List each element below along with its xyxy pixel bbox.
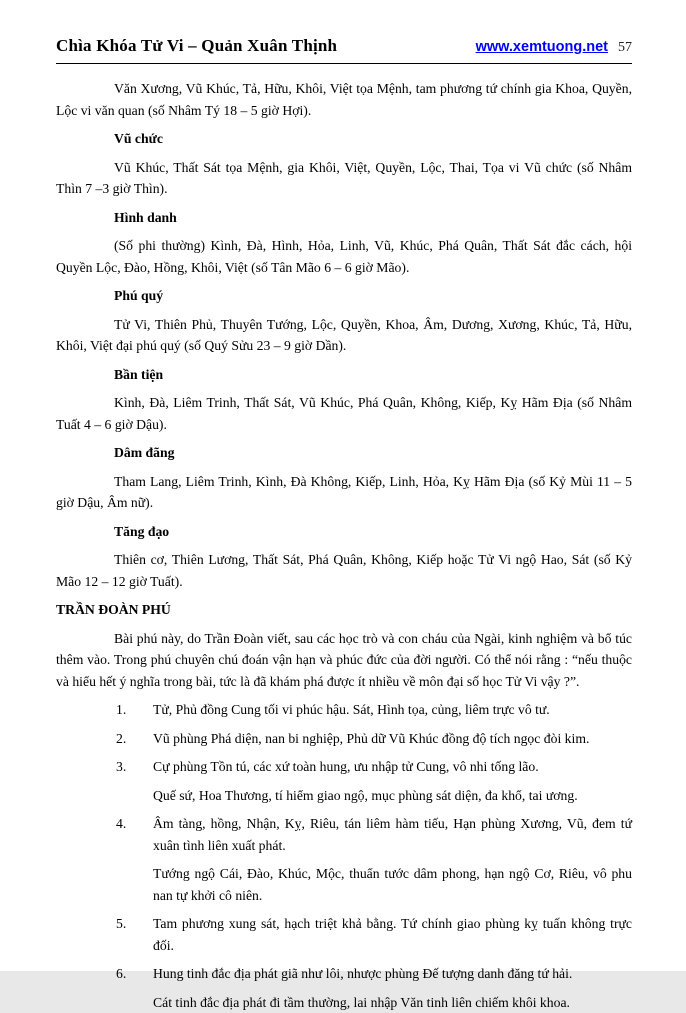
section-paragraph: Tử Vi, Thiên Phủ, Thuyên Tướng, Lộc, Quyền, Khoa, Âm, Dương, Xương, Khúc, Tả, Hữu, Khôi, Việt đại phú quý (số Quý Sửu 23 – 9 giờ Dần). [56,314,632,357]
tran-doan-phu-intro: Bài phú này, do Trần Đoàn viết, sau các học trò và con cháu của Ngài, kinh nghiệm và bổ túc thêm vào. Trong phú chuyên chú đoán vận hạn và phúc đức của đời người. Có thể nói rằng : “nếu thuộc và hiểu hết ý nghĩa trong bài, tức là đã khám phá được ít nhiều về môn đại số học Tử Vi vậy ?”. [56,628,632,693]
list-item-text: Tam phương xung sát, hạch triệt khả bằng. Tứ chính giao phùng kỵ tuấn không trực đối. [153,913,632,956]
list-item-text: Âm tàng, hồng, Nhận, Kỵ, Riêu, tán liêm hàm tiếu, Hạn phùng Xương, Vũ, đem tứ xuân tình liên xuất phát. [153,813,632,856]
list-item-number: 5. [116,913,153,956]
list-item-number: 2. [116,728,153,750]
page-number: 57 [618,40,632,56]
list-item-extra: Tướng ngộ Cái, Đào, Khúc, Mộc, thuẩn tước dâm phong, hạn ngộ Cơ, Riêu, vô phu nan tự khởi cô niên. [153,863,632,906]
list-item-number: 1. [116,699,153,721]
list-item-5 [56,913,632,956]
list-item-2 [56,728,632,750]
section-paragraph: Vũ Khúc, Thất Sát tọa Mệnh, gia Khôi, Việt, Quyền, Lộc, Thai, Tọa vi Vũ chức (số Nhâm Thìn 7 –3 giờ Thìn). [56,157,632,200]
list-item-text: Cự phùng Tồn tú, các xứ toàn hung, ưu nhập tử Cung, vô nhi tống lão. [153,756,632,778]
list-item-1 [56,699,632,721]
list-item-extra: Cát tinh đắc địa phát đi tầm thường, lai nhập Văn tinh liên chiếm khôi khoa. [153,992,632,1013]
header-divider [56,63,632,64]
list-item-6 [56,963,632,985]
section-paragraph: (Số phi thường) Kình, Đà, Hình, Hỏa, Linh, Vũ, Khúc, Phá Quân, Thất Sát đắc cách, hội Quyền Lộc, Đào, Hồng, Khôi, Việt (số Tân Mão 6 – 6 giờ Mão). [56,235,632,278]
section-heading-phu-quy: Phú quý [56,285,632,307]
list-item-number: 6. [116,963,153,985]
page-header [56,36,632,56]
list-item-number: 3. [116,756,153,778]
section-heading-ban-tien: Bần tiện [56,364,632,386]
list-item-3 [56,756,632,778]
list-item-4 [56,813,632,856]
section-heading-vu-chuc: Vũ chức [56,128,632,150]
list-item-number: 4. [116,813,153,856]
intro-paragraph: Văn Xương, Vũ Khúc, Tả, Hữu, Khôi, Việt tọa Mệnh, tam phương tứ chính gia Khoa, Quyền, Lộc vi văn quan (số Nhâm Tý 18 – 5 giờ Hợi). [56,78,632,121]
list-item-text: Vũ phùng Phá diện, nan bi nghiệp, Phủ dữ Vũ Khúc đồng độ tích ngọc đòi kim. [153,728,632,750]
section-heading-tang-dao: Tăng đạo [56,521,632,543]
section-heading-hinh-danh: Hình danh [56,207,632,229]
section-paragraph: Thiên cơ, Thiên Lương, Thất Sát, Phá Quân, Không, Kiếp hoặc Tử Vi ngộ Hao, Sát (số Kỷ Mão 12 – 12 giờ Tuất). [56,549,632,592]
tran-doan-phu-heading: TRẦN ĐOÀN PHÚ [56,599,632,621]
website-link[interactable]: www.xemtuong.net [476,39,608,55]
section-paragraph: Tham Lang, Liêm Trinh, Kình, Đà Không, Kiếp, Linh, Hỏa, Kỵ Hãm Địa (số Kỷ Mùi 11 – 5 giờ Dậu, Âm nữ). [56,471,632,514]
header-right [476,39,632,56]
list-item-text: Hung tinh đắc địa phát giã như lôi, nhược phùng Đế tượng danh đăng tứ hải. [153,963,632,985]
document-body [56,78,632,1013]
section-paragraph: Kình, Đà, Liêm Trinh, Thất Sát, Vũ Khúc, Phá Quân, Không, Kiếp, Kỵ Hãm Địa (số Nhâm Tuất 4 – 6 giờ Dậu). [56,392,632,435]
list-item-extra: Quế sứ, Hoa Thương, tí hiểm giao ngộ, mục phùng sát diện, đa khổ, tai ương. [153,785,632,807]
section-heading-dam-dang: Dâm đãng [56,442,632,464]
list-item-text: Tử, Phủ đồng Cung tối vi phúc hậu. Sát, Hình tọa, củng, liêm trực vô tư. [153,699,632,721]
header-title: Chìa Khóa Tử Vi – Quản Xuân Thịnh [56,36,337,56]
